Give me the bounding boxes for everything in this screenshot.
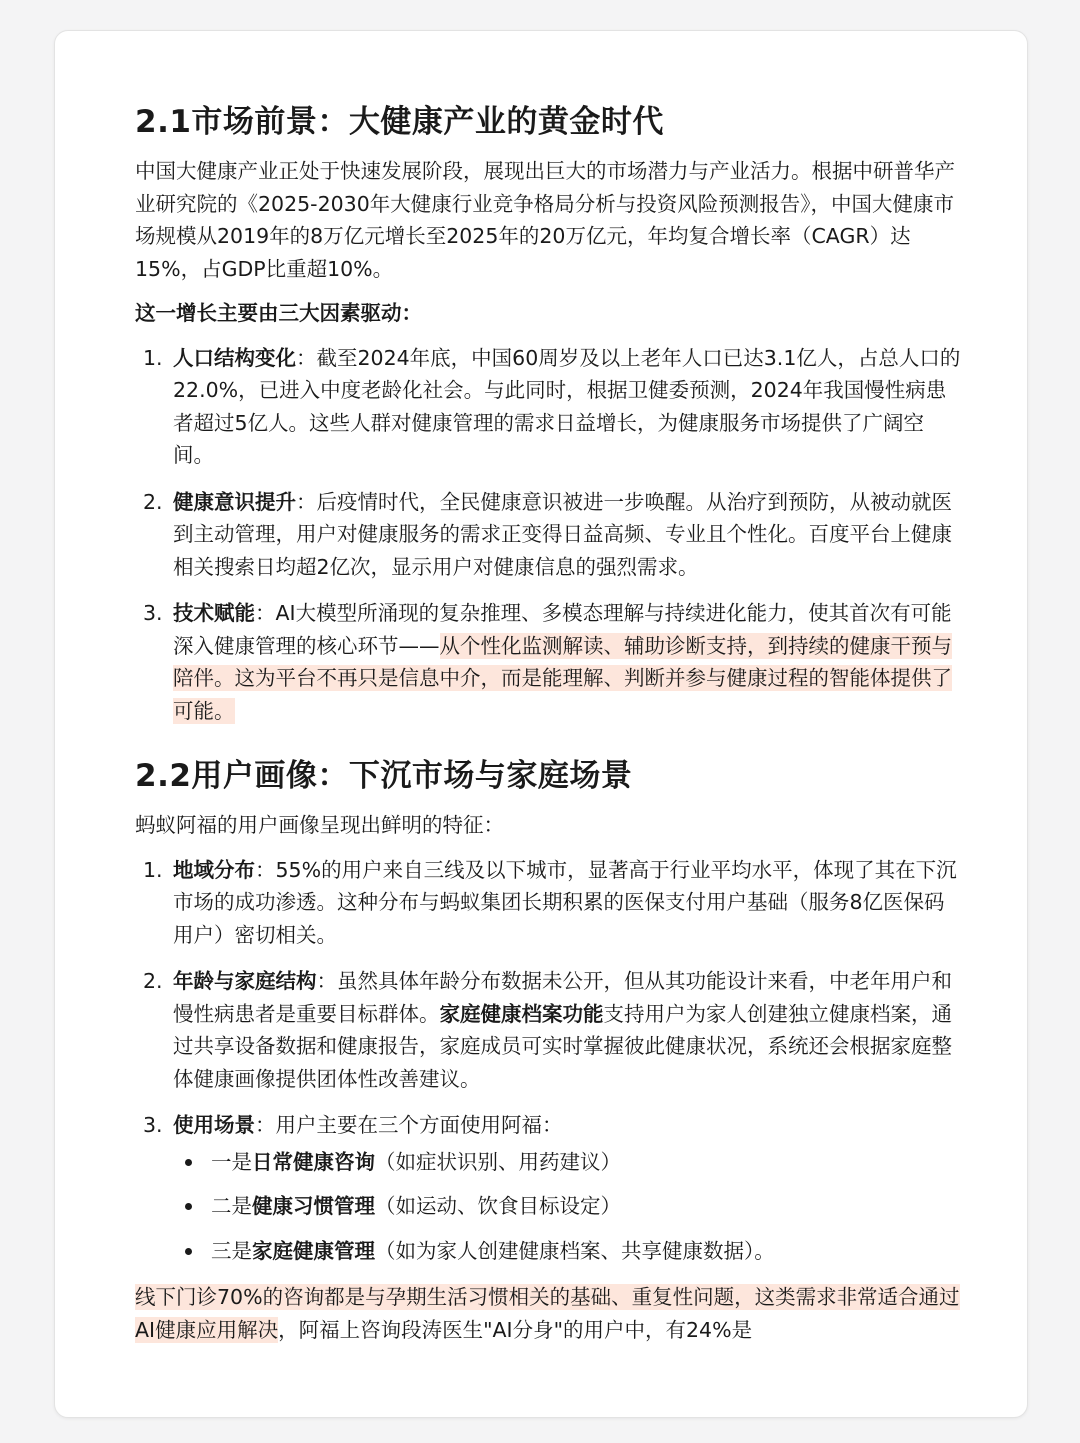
list-number: 1. (143, 857, 163, 882)
bullet-bold: 家庭健康管理 (252, 1238, 375, 1263)
bullet-prefix: 一是 (211, 1149, 252, 1174)
item-label: 技术赋能 (173, 601, 255, 625)
item-text: ：用户主要在三个方面使用阿福： (255, 1113, 563, 1137)
drivers-lead-text: 这一增长主要由三大因素驱动： (135, 301, 422, 325)
document-content (135, 101, 965, 1346)
highlighted-text: 线下门诊70%的咨询都是与孕期生活习惯相关的基础、重复性问题，这类需求非常适合通过AI健康应用解决 (135, 1285, 960, 1342)
bullet-suffix: （如症状识别、用药建议） (375, 1149, 621, 1174)
bullet-item (173, 1235, 965, 1268)
list-item (135, 1109, 965, 1267)
item-bold-phrase: 家庭健康档案功能 (439, 1001, 604, 1026)
closing-text: ，阿福上咨询段涛医生"AI分身"的用户中，有24%是 (278, 1317, 753, 1342)
item-text: ：截至2024年底，中国60周岁及以上老年人口已达3.1亿人，占总人口的22.0%，已进入中度老龄化社会。与此同时，根据卫健委预测，2024年我国慢性病患者超过5亿人。这些人群对健康管理的需求日益增长，为健康服务市场提供了广阔空间。 (173, 345, 961, 467)
list-number: 1. (143, 345, 163, 370)
item-label: 年龄与家庭结构 (173, 969, 317, 993)
item-text: ：虽然具体年龄分布数据未公开，但从其功能设计来看，中老年用户和慢性病患者是重要目标群体。 (173, 969, 952, 1026)
bullet-bold: 健康习惯管理 (252, 1194, 375, 1218)
closing-paragraph (135, 1281, 965, 1346)
bullet-icon (185, 1203, 192, 1210)
usage-scenario-list (173, 1146, 965, 1268)
bullet-item (173, 1146, 965, 1179)
drivers-list (135, 342, 965, 728)
highlighted-text: 从个性化监测解读、辅助诊断支持，到持续的健康干预与陪伴。这为平台不再只是信息中介，而是能理解、判断并参与健康过程的智能体提供了可能。 (173, 633, 952, 723)
item-text: ：55%的用户来自三线及以下城市，显著高于行业平均水平，体现了其在下沉市场的成功渗透。这种分布与蚂蚁集团长期积累的医保支付用户基础（服务8亿医保码用户）密切相关。 (173, 857, 957, 947)
bullet-icon (185, 1159, 192, 1166)
section-title-market: 2.1市场前景：大健康产业的黄金时代 (135, 104, 664, 140)
bullet-bold: 日常健康咨询 (252, 1149, 375, 1174)
list-item (135, 965, 965, 1095)
market-intro-paragraph: 中国大健康产业正处于快速发展阶段，展现出巨大的市场潜力与产业活力。根据中研普华产业研究院的《2025-2030年大健康行业竞争格局分析与投资风险预测报告》，中国大健康市场规模从2019年的8万亿元增长至2025年的20万亿元，年均复合增长率（CAGR）达15%，占GDP比重超10%。 (135, 159, 955, 281)
bullet-suffix: （如运动、饮食目标设定） (375, 1194, 621, 1218)
item-label: 人口结构变化 (173, 345, 296, 370)
list-item (135, 854, 965, 952)
list-item (135, 597, 965, 727)
list-number: 3. (143, 601, 163, 625)
section-title-users: 2.2用户画像：下沉市场与家庭场景 (135, 758, 633, 794)
bullet-suffix: （如为家人创建健康档案、共享健康数据）。 (375, 1238, 775, 1263)
list-item (135, 342, 965, 472)
item-label: 使用场景 (173, 1113, 255, 1137)
bullet-prefix: 三是 (211, 1238, 252, 1263)
bullet-item (173, 1190, 965, 1223)
item-text: 支持用户为家人创建独立健康档案，通过共享设备数据和健康报告，家庭成员可实时掌握彼此健康状况，系统还会根据家庭整体健康画像提供团体性改善建议。 (173, 1001, 952, 1091)
item-label: 地域分布 (173, 857, 255, 882)
item-text: ：后疫情时代，全民健康意识被进一步唤醒。从治疗到预防，从被动就医到主动管理，用户对健康服务的需求正变得日益高频、专业且个性化。百度平台上健康相关搜索日均超2亿次，显示用户对健康信息的强烈需求。 (173, 489, 952, 579)
document-card (54, 30, 1028, 1418)
list-number: 3. (143, 1113, 163, 1137)
user-profile-list (135, 854, 965, 1268)
list-number: 2. (143, 969, 163, 993)
bullet-icon (185, 1248, 192, 1255)
item-label: 健康意识提升 (173, 489, 296, 514)
users-intro-paragraph: 蚂蚁阿福的用户画像呈现出鲜明的特征： (135, 813, 504, 837)
item-text: ：AI大模型所涌现的复杂推理、多模态理解与持续进化能力，使其首次有可能深入健康管理的核心环节—— (173, 601, 952, 658)
list-item (135, 486, 965, 584)
list-number: 2. (143, 489, 163, 514)
bullet-prefix: 二是 (211, 1194, 252, 1218)
